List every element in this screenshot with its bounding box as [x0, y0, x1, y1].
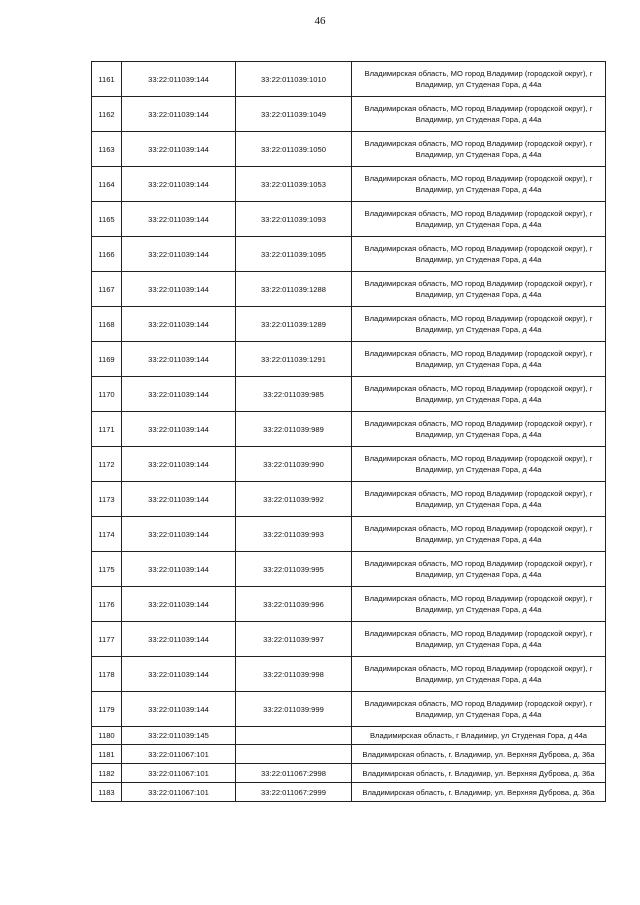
address-cell: Владимирская область, МО город Владимир (городской округ), г Владимир, ул Студеная Гора, д 44а	[352, 237, 606, 272]
cadastral-number-cell: 33:22:011039:985	[236, 377, 352, 412]
row-number-cell: 1180	[92, 727, 122, 745]
table-row	[92, 745, 606, 764]
address-cell: Владимирская область, г. Владимир, ул. Верхняя Дуброва, д. 36а	[352, 764, 606, 783]
table-row	[92, 657, 606, 692]
parent-cadastral-cell: 33:22:011039:144	[122, 552, 236, 587]
table-row	[92, 692, 606, 727]
cadastral-number-cell: 33:22:011067:2998	[236, 764, 352, 783]
parent-cadastral-cell: 33:22:011039:144	[122, 132, 236, 167]
address-cell: Владимирская область, МО город Владимир (городской округ), г Владимир, ул Студеная Гора, д 44а	[352, 62, 606, 97]
table-row	[92, 517, 606, 552]
row-number-cell: 1181	[92, 745, 122, 764]
parent-cadastral-cell: 33:22:011039:144	[122, 482, 236, 517]
row-number-cell: 1175	[92, 552, 122, 587]
parent-cadastral-cell: 33:22:011039:145	[122, 727, 236, 745]
address-cell: Владимирская область, МО город Владимир (городской округ), г Владимир, ул Студеная Гора, д 44а	[352, 657, 606, 692]
parent-cadastral-cell: 33:22:011039:144	[122, 237, 236, 272]
table-row	[92, 307, 606, 342]
cadastral-number-cell: 33:22:011039:1010	[236, 62, 352, 97]
cadastral-number-cell: 33:22:011039:998	[236, 657, 352, 692]
row-number-cell: 1173	[92, 482, 122, 517]
parent-cadastral-cell: 33:22:011039:144	[122, 622, 236, 657]
table-row	[92, 783, 606, 802]
row-number-cell: 1183	[92, 783, 122, 802]
address-cell: Владимирская область, г Владимир, ул Студеная Гора, д 44а	[352, 727, 606, 745]
cadastral-number-cell: 33:22:011039:997	[236, 622, 352, 657]
address-cell: Владимирская область, МО город Владимир (городской округ), г Владимир, ул Студеная Гора, д 44а	[352, 132, 606, 167]
cadastral-number-cell: 33:22:011067:2999	[236, 783, 352, 802]
parent-cadastral-cell: 33:22:011039:144	[122, 657, 236, 692]
row-number-cell: 1166	[92, 237, 122, 272]
table-row	[92, 482, 606, 517]
cadastral-number-cell: 33:22:011039:999	[236, 692, 352, 727]
parent-cadastral-cell: 33:22:011039:144	[122, 97, 236, 132]
row-number-cell: 1174	[92, 517, 122, 552]
table-row	[92, 447, 606, 482]
address-cell: Владимирская область, МО город Владимир (городской округ), г Владимир, ул Студеная Гора, д 44а	[352, 167, 606, 202]
cadastral-number-cell	[236, 745, 352, 764]
address-cell: Владимирская область, МО город Владимир (городской округ), г Владимир, ул Студеная Гора, д 44а	[352, 377, 606, 412]
parent-cadastral-cell: 33:22:011039:144	[122, 377, 236, 412]
address-cell: Владимирская область, МО город Владимир (городской округ), г Владимир, ул Студеная Гора, д 44а	[352, 202, 606, 237]
parent-cadastral-cell: 33:22:011039:144	[122, 342, 236, 377]
parent-cadastral-cell: 33:22:011039:144	[122, 587, 236, 622]
cadastral-number-cell: 33:22:011039:989	[236, 412, 352, 447]
row-number-cell: 1172	[92, 447, 122, 482]
cadastral-number-cell: 33:22:011039:995	[236, 552, 352, 587]
table-row	[92, 377, 606, 412]
parent-cadastral-cell: 33:22:011067:101	[122, 783, 236, 802]
address-cell: Владимирская область, МО город Владимир (городской округ), г Владимир, ул Студеная Гора, д 44а	[352, 307, 606, 342]
row-number-cell: 1170	[92, 377, 122, 412]
table-row	[92, 412, 606, 447]
address-cell: Владимирская область, МО город Владимир (городской округ), г Владимир, ул Студеная Гора, д 44а	[352, 97, 606, 132]
table-row	[92, 202, 606, 237]
cadastral-number-cell: 33:22:011039:1050	[236, 132, 352, 167]
table-row	[92, 342, 606, 377]
address-cell: Владимирская область, МО город Владимир (городской округ), г Владимир, ул Студеная Гора, д 44а	[352, 587, 606, 622]
address-cell: Владимирская область, МО город Владимир (городской округ), г Владимир, ул Студеная Гора, д 44а	[352, 482, 606, 517]
table-row	[92, 622, 606, 657]
row-number-cell: 1167	[92, 272, 122, 307]
cadastral-number-cell	[236, 727, 352, 745]
row-number-cell: 1182	[92, 764, 122, 783]
address-cell: Владимирская область, МО город Владимир (городской округ), г Владимир, ул Студеная Гора, д 44а	[352, 622, 606, 657]
row-number-cell: 1177	[92, 622, 122, 657]
registry-table	[91, 61, 606, 802]
row-number-cell: 1168	[92, 307, 122, 342]
parent-cadastral-cell: 33:22:011067:101	[122, 745, 236, 764]
table-row	[92, 727, 606, 745]
row-number-cell: 1179	[92, 692, 122, 727]
address-cell: Владимирская область, г. Владимир, ул. Верхняя Дуброва, д. 36а	[352, 783, 606, 802]
address-cell: Владимирская область, МО город Владимир (городской округ), г Владимир, ул Студеная Гора, д 44а	[352, 447, 606, 482]
address-cell: Владимирская область, МО город Владимир (городской округ), г Владимир, ул Студеная Гора, д 44а	[352, 552, 606, 587]
table-row	[92, 62, 606, 97]
page-number: 46	[314, 15, 326, 27]
cadastral-number-cell: 33:22:011039:990	[236, 447, 352, 482]
row-number-cell: 1163	[92, 132, 122, 167]
parent-cadastral-cell: 33:22:011039:144	[122, 167, 236, 202]
parent-cadastral-cell: 33:22:011039:144	[122, 692, 236, 727]
row-number-cell: 1165	[92, 202, 122, 237]
parent-cadastral-cell: 33:22:011039:144	[122, 307, 236, 342]
address-cell: Владимирская область, МО город Владимир (городской округ), г Владимир, ул Студеная Гора, д 44а	[352, 692, 606, 727]
parent-cadastral-cell: 33:22:011039:144	[122, 517, 236, 552]
cadastral-number-cell: 33:22:011039:1291	[236, 342, 352, 377]
row-number-cell: 1164	[92, 167, 122, 202]
address-cell: Владимирская область, МО город Владимир (городской округ), г Владимир, ул Студеная Гора, д 44а	[352, 412, 606, 447]
cadastral-number-cell: 33:22:011039:993	[236, 517, 352, 552]
table-row	[92, 587, 606, 622]
parent-cadastral-cell: 33:22:011067:101	[122, 764, 236, 783]
table-row	[92, 167, 606, 202]
cadastral-number-cell: 33:22:011039:1289	[236, 307, 352, 342]
cadastral-number-cell: 33:22:011039:1049	[236, 97, 352, 132]
address-cell: Владимирская область, МО город Владимир (городской округ), г Владимир, ул Студеная Гора, д 44а	[352, 342, 606, 377]
row-number-cell: 1161	[92, 62, 122, 97]
row-number-cell: 1176	[92, 587, 122, 622]
row-number-cell: 1178	[92, 657, 122, 692]
table-row	[92, 552, 606, 587]
table-row	[92, 764, 606, 783]
cadastral-number-cell: 33:22:011039:1095	[236, 237, 352, 272]
parent-cadastral-cell: 33:22:011039:144	[122, 62, 236, 97]
cadastral-number-cell: 33:22:011039:1093	[236, 202, 352, 237]
cadastral-number-cell: 33:22:011039:996	[236, 587, 352, 622]
cadastral-number-cell: 33:22:011039:1053	[236, 167, 352, 202]
row-number-cell: 1162	[92, 97, 122, 132]
registry-table-body	[92, 62, 606, 802]
table-row	[92, 272, 606, 307]
parent-cadastral-cell: 33:22:011039:144	[122, 202, 236, 237]
table-row	[92, 132, 606, 167]
parent-cadastral-cell: 33:22:011039:144	[122, 412, 236, 447]
cadastral-number-cell: 33:22:011039:1288	[236, 272, 352, 307]
table-row	[92, 237, 606, 272]
address-cell: Владимирская область, МО город Владимир (городской округ), г Владимир, ул Студеная Гора, д 44а	[352, 517, 606, 552]
address-cell: Владимирская область, МО город Владимир (городской округ), г Владимир, ул Студеная Гора, д 44а	[352, 272, 606, 307]
row-number-cell: 1171	[92, 412, 122, 447]
row-number-cell: 1169	[92, 342, 122, 377]
parent-cadastral-cell: 33:22:011039:144	[122, 272, 236, 307]
table-row	[92, 97, 606, 132]
parent-cadastral-cell: 33:22:011039:144	[122, 447, 236, 482]
cadastral-number-cell: 33:22:011039:992	[236, 482, 352, 517]
address-cell: Владимирская область, г. Владимир, ул. Верхняя Дуброва, д. 36а	[352, 745, 606, 764]
